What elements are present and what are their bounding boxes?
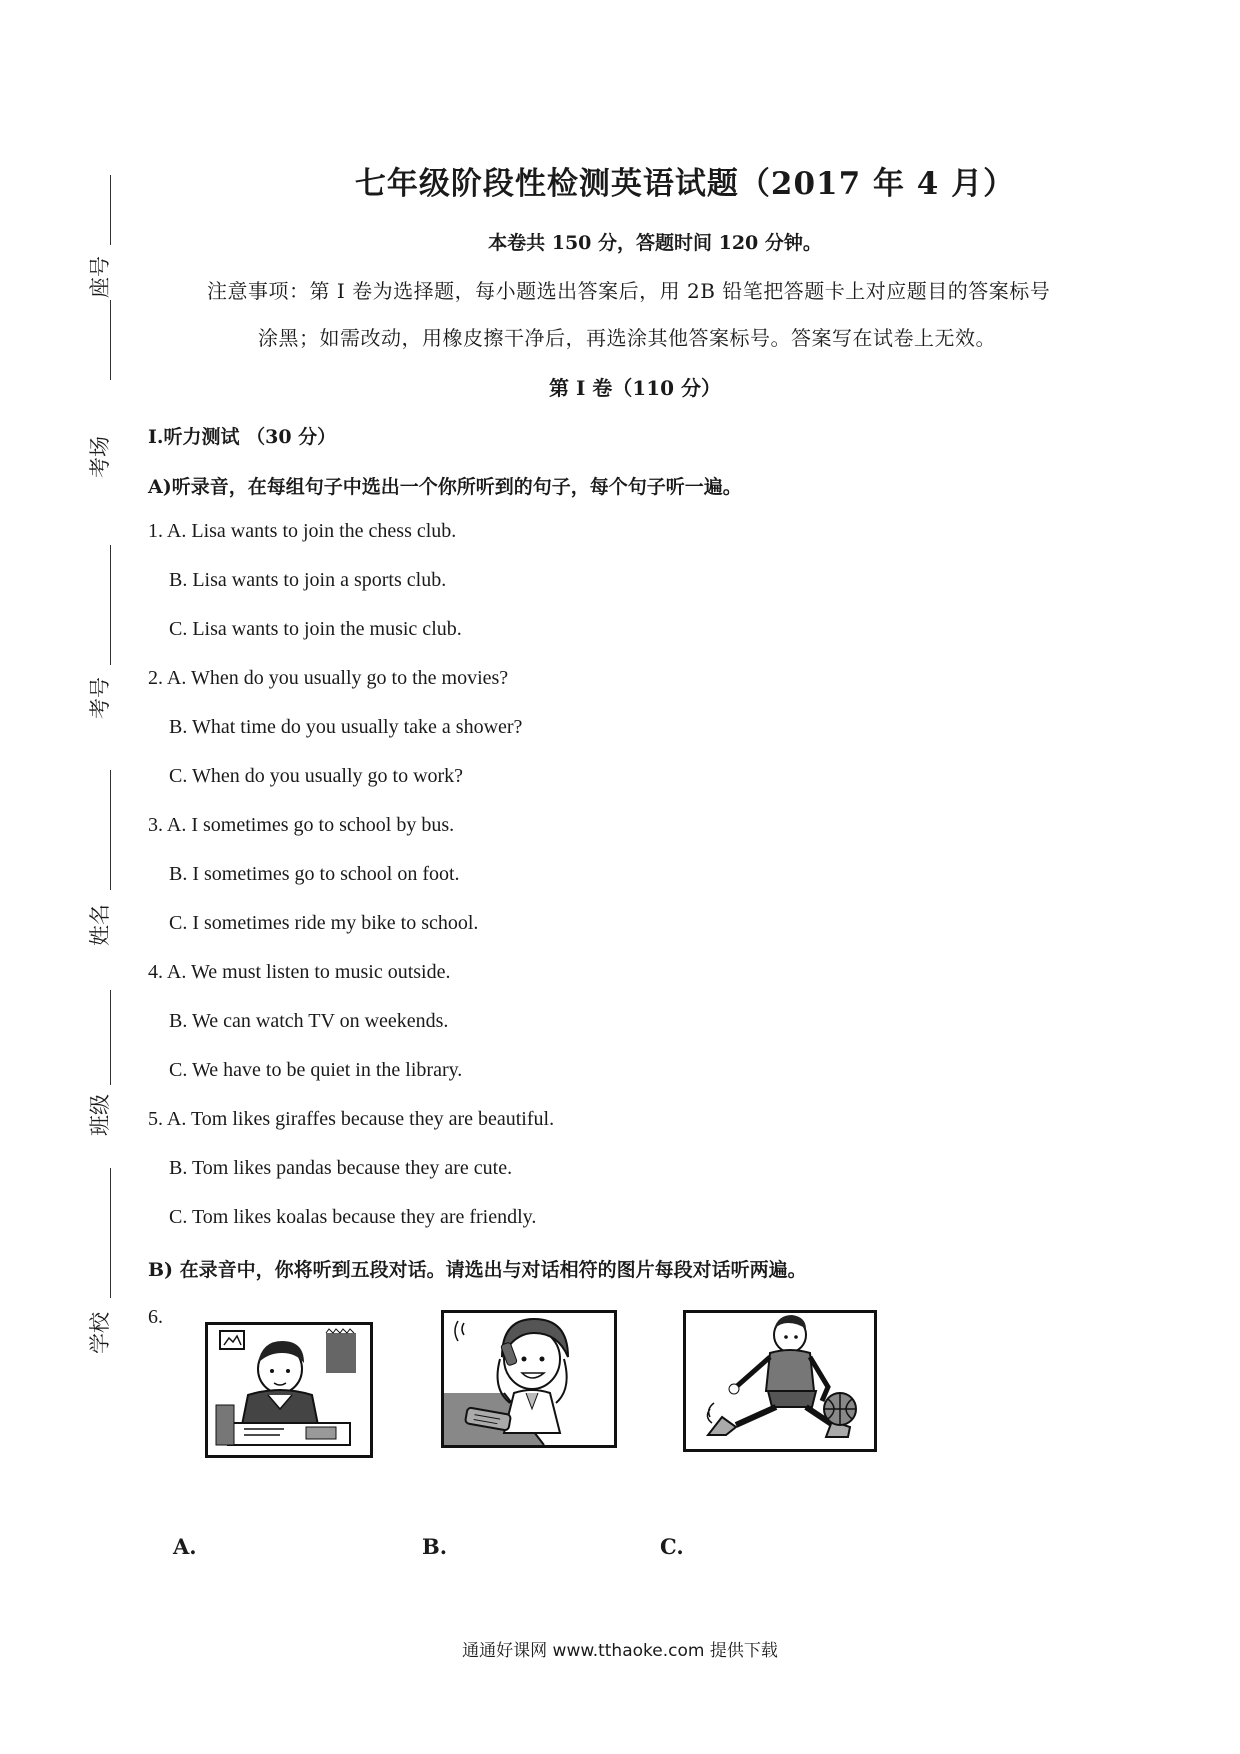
section-title: I.听力测试 （30 分） xyxy=(148,426,337,448)
picture-c-boy-basketball xyxy=(683,1310,877,1452)
option-b: B. Lisa wants to join a sports club. xyxy=(169,569,447,591)
question-number: 5. xyxy=(148,1108,163,1130)
exam-subtitle: 本卷共 150 分，答题时间 120 分钟。 xyxy=(488,232,822,254)
notice-line-2: 涂黑；如需改动，用橡皮擦干净后，再选涂其他答案标号。答案写在试卷上无效。 xyxy=(258,326,996,350)
picture-label-b: B. xyxy=(422,1534,448,1559)
picture-label-a: A. xyxy=(173,1534,197,1559)
question-number: 4. xyxy=(148,961,163,983)
option-c: C. Lisa wants to join the music club. xyxy=(169,618,462,640)
picture-b-woman-on-phone xyxy=(441,1310,617,1448)
margin-label-school: 学校 xyxy=(88,1312,112,1354)
question-number: 1. xyxy=(148,520,163,542)
part-a-title: A)听录音，在每组句子中选出一个你所听到的句子，每个句子听一遍。 xyxy=(148,476,742,498)
margin-label-name: 姓名 xyxy=(88,904,112,946)
margin-line xyxy=(110,1168,111,1298)
option-b: B. Tom likes pandas because they are cute. xyxy=(169,1157,513,1179)
notice-line-1: 注意事项：第 I 卷为选择题，每小题选出答案后，用 2B 铅笔把答题卡上对应题目的答案标号 xyxy=(207,279,1051,303)
option-b: B. We can watch TV on weekends. xyxy=(169,1010,449,1032)
option-a: A. We must listen to music outside. xyxy=(166,961,451,983)
boy-studying-illustration xyxy=(208,1325,370,1455)
margin-line xyxy=(110,300,111,380)
option-b: B. What time do you usually take a shower? xyxy=(169,716,523,738)
woman-phone-illustration xyxy=(444,1313,614,1445)
option-a: A. I sometimes go to school by bus. xyxy=(166,814,455,836)
option-a: A. When do you usually go to the movies? xyxy=(166,667,509,689)
picture-a-boy-studying xyxy=(205,1322,373,1458)
boy-basketball-illustration xyxy=(686,1313,874,1449)
margin-line xyxy=(110,990,111,1085)
margin-line xyxy=(110,770,111,890)
question-2 xyxy=(148,667,508,690)
question-5 xyxy=(148,1108,554,1131)
option-a: A. Lisa wants to join the chess club. xyxy=(166,520,457,542)
margin-label-class: 班级 xyxy=(88,1094,112,1136)
question-4 xyxy=(148,961,450,984)
question-1 xyxy=(148,520,456,543)
option-c: C. When do you usually go to work? xyxy=(169,765,464,787)
question-3 xyxy=(148,814,454,837)
picture-label-c: C. xyxy=(660,1534,684,1559)
margin-line xyxy=(110,545,111,665)
option-a: A. Tom likes giraffes because they are beautiful. xyxy=(166,1108,555,1130)
option-c: C. I sometimes ride my bike to school. xyxy=(169,912,479,934)
question-number: 3. xyxy=(148,814,163,836)
footer-credit: 通通好课网 www.tthaoke.com 提供下载 xyxy=(462,1641,778,1661)
option-c: C. Tom likes koalas because they are friendly. xyxy=(169,1206,537,1228)
part-title: 第 I 卷（110 分） xyxy=(549,376,721,400)
part-b-title: B) 在录音中，你将听到五段对话。请选出与对话相符的图片每段对话听两遍。 xyxy=(148,1259,807,1281)
exam-title: 七年级阶段性检测英语试题（2017 年 4 月） xyxy=(354,166,1016,202)
margin-label-seat: 座号 xyxy=(88,256,112,298)
margin-label-room: 考场 xyxy=(88,436,112,478)
question-6-number: 6. xyxy=(148,1306,163,1328)
question-number: 2. xyxy=(148,667,163,689)
margin-label-exam-number: 考号 xyxy=(88,677,112,719)
option-b: B. I sometimes go to school on foot. xyxy=(169,863,460,885)
option-c: C. We have to be quiet in the library. xyxy=(169,1059,463,1081)
